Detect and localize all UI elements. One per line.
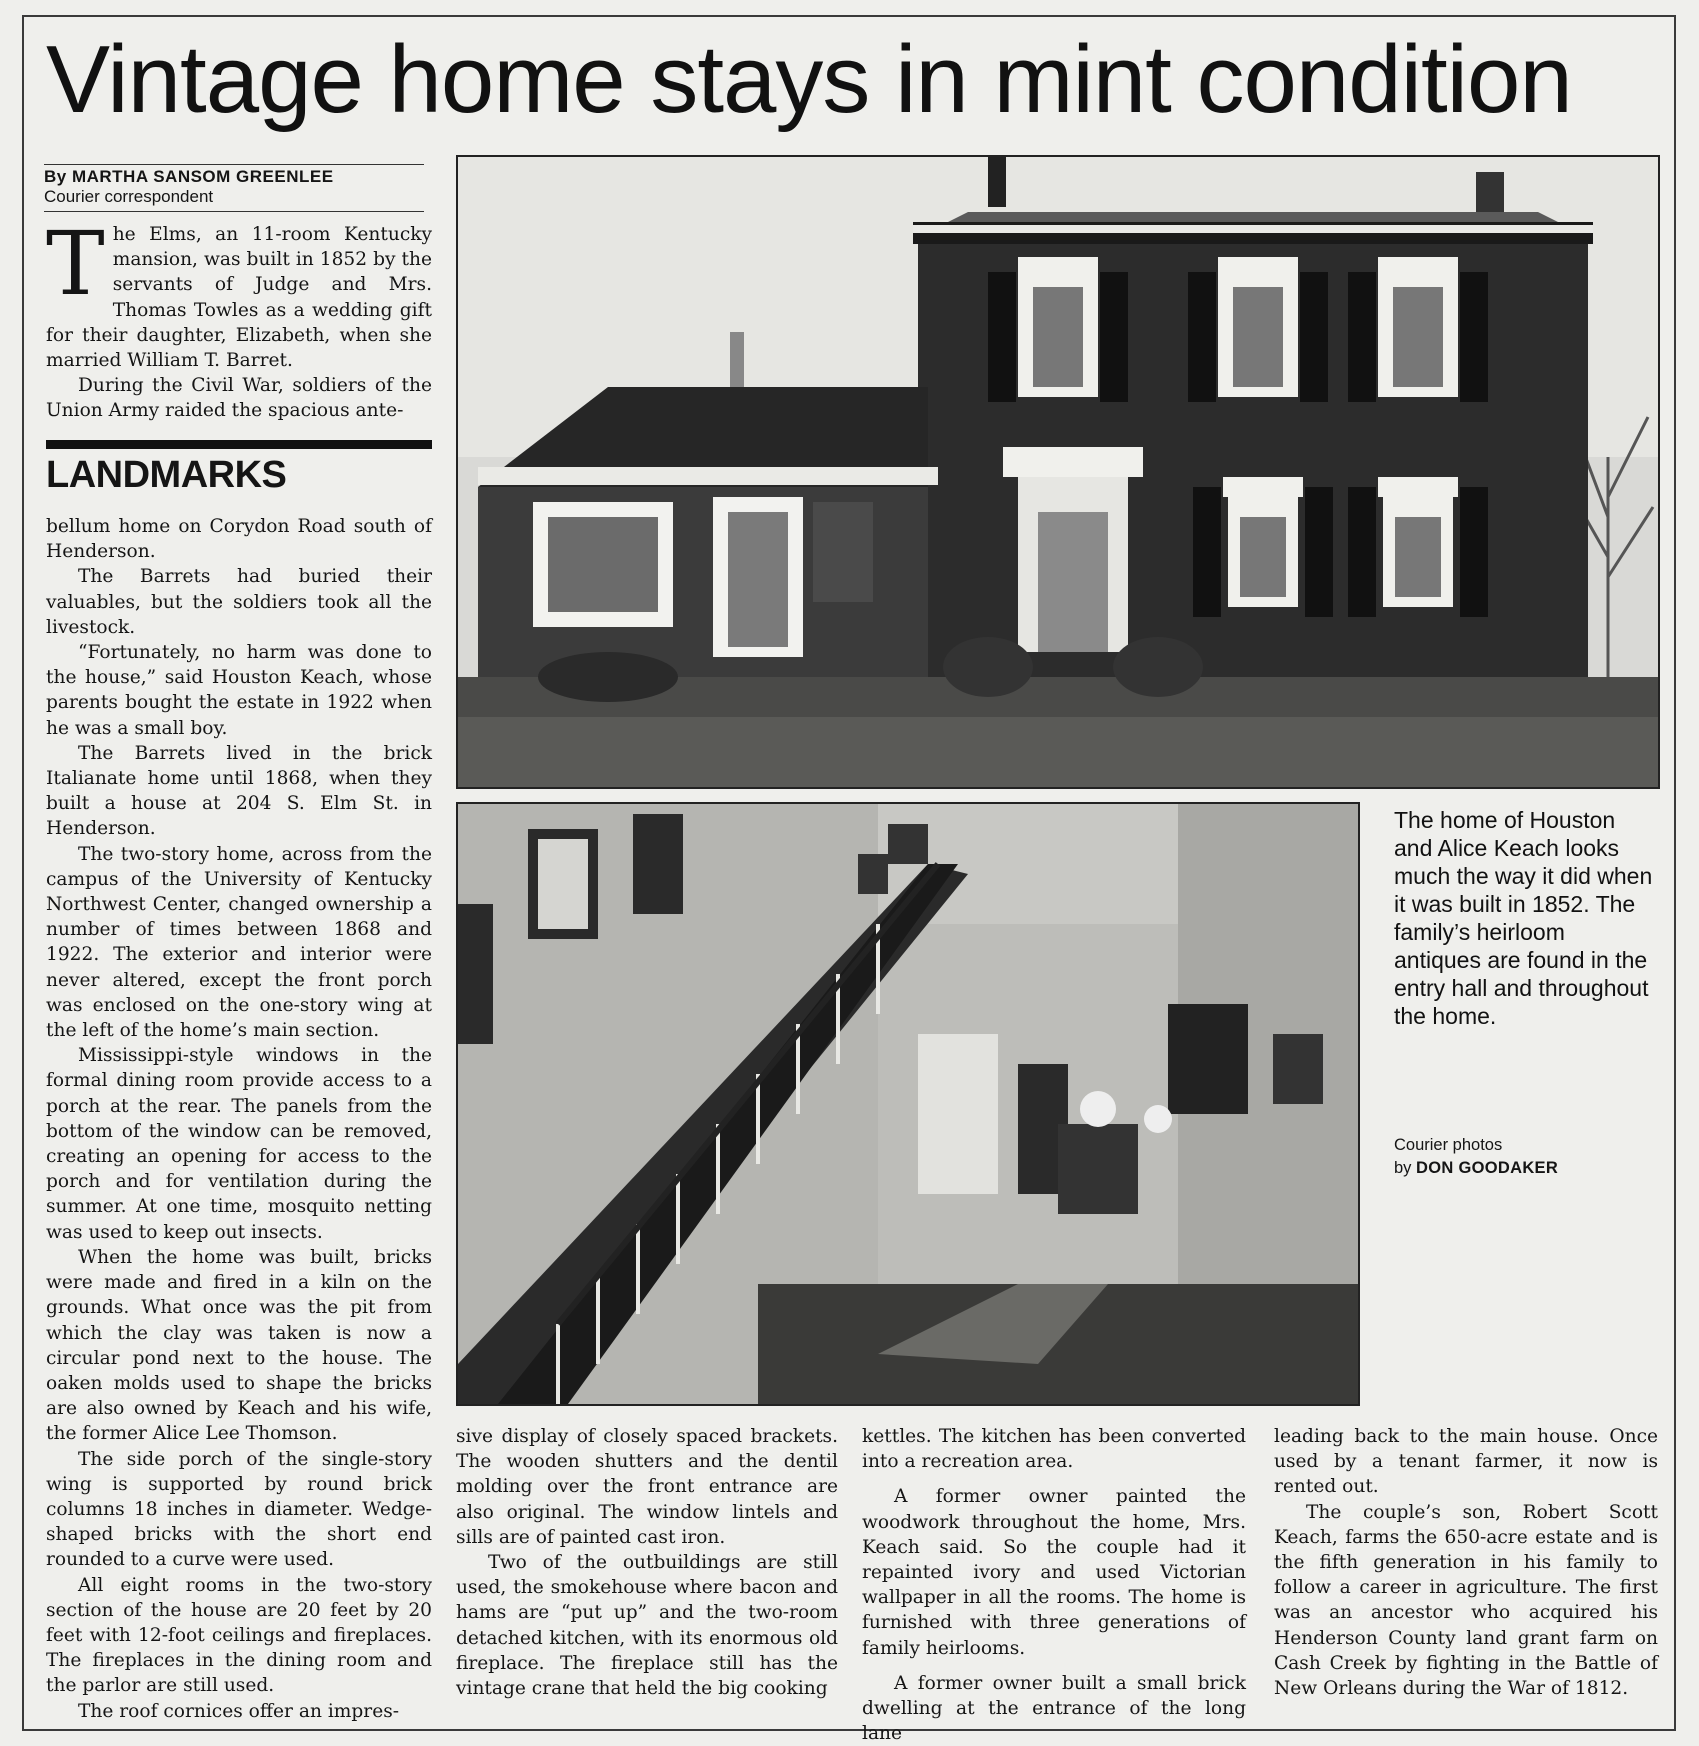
byline	[44, 164, 424, 212]
paragraph: The Barrets lived in the brick Italianate home until 1868, when they built a house at 204 S. Elm St. in Henderson.	[46, 742, 432, 840]
paragraph: Two of the outbuildings are still used, the smokehouse where bacon and hams are “put up” and the two-room detached kitchen, with its enormous old fireplace. The fireplace still has the vintage crane that held the big cooking	[456, 1552, 838, 1700]
section-label-box	[46, 440, 432, 515]
headline: Vintage home stays in mint condition	[46, 26, 1572, 133]
interior-photo	[456, 802, 1360, 1406]
credit-by: by	[1394, 1159, 1412, 1177]
column-1-body	[46, 514, 432, 1724]
paragraph: All eight rooms in the two-story section of the house are 20 feet by 20 feet with 12-foot ceilings and fireplaces. The fireplaces in the dining room and the parlor are still used.	[46, 1574, 432, 1697]
paragraph: During the Civil War, soldiers of the Union Army raided the spacious ante-	[46, 375, 432, 422]
paragraph: Mississippi-style windows in the formal dining room provide access to a porch at the rear. The panels from the bottom of the window can be removed, creating an opening for access to the porch and for ventilation during the summer. At one time, mosquito netting was used to keep out insects.	[46, 1045, 432, 1243]
photo-credit	[1394, 1134, 1656, 1180]
byline-author: By MARTHA SANSOM GREENLEE	[44, 167, 334, 186]
paragraph: When the home was built, bricks were made and fired in a kiln on the grounds. What once was the pit from which the clay was taken is now a circular pond next to the house. The oaken molds used to shape the bricks are also owned by Keach and his wife, the former Alice Lee Thomson.	[46, 1246, 432, 1445]
paragraph: “Fortunately, no harm was done to the house,” said Houston Keach, whose parents bought the estate in 1922 when he was a small boy.	[46, 642, 432, 739]
credit-name-line	[1394, 1157, 1656, 1180]
paragraph: leading back to the main house. Once used by a tenant farmer, it now is rented out.	[1274, 1426, 1658, 1498]
paragraph: The two-story home, across from the campus of the University of Kentucky Northwest Center, changed ownership a number of times between 1868 and 1922. The exterior and interior were never altered, except the front porch was enclosed on the one-story wing at the left of the home’s main section.	[46, 843, 432, 1042]
photographer-name: DON GOODAKER	[1416, 1159, 1559, 1177]
credit-line: Courier photos	[1394, 1136, 1503, 1154]
column-4	[1274, 1424, 1658, 1724]
paragraph: sive display of closely spaced brackets. The wooden shutters and the dentil molding over the front entrance are also original. The window lintels and sills are of painted cast iron.	[456, 1426, 838, 1548]
lead-text: he Elms, an 11-room Kentucky mansion, was built in 1852 by the servants of Judge and Mrs. Thomas Towles as a wedding gift for their daughter, Elizabeth, when she married William T. Barret.	[46, 224, 432, 372]
paragraph: The side porch of the single-story wing is supported by round brick columns 18 inches in diameter. Wedge-shaped bricks with the short end rounded to a curve were used.	[46, 1448, 432, 1571]
byline-role: Courier correspondent	[44, 187, 214, 206]
paragraph: The roof cornices offer an impres-	[78, 1700, 400, 1722]
column-1-top	[46, 212, 432, 428]
paragraph: kettles. The kitchen has been converted into a recreation area.	[862, 1426, 1246, 1473]
exterior-photo	[456, 155, 1660, 789]
paragraph: The Barrets had buried their valuables, but the soldiers took all the livestock.	[46, 566, 432, 638]
column-3	[862, 1424, 1246, 1745]
paragraph: bellum home on Corydon Road south of Henderson.	[46, 516, 432, 563]
drop-cap: T	[46, 212, 105, 315]
paragraph: A former owner painted the woodwork throughout the home, Mrs. Keach said. So the couple had it repainted ivory and used Victorian wallpaper in all the rooms. The home is furnished with three generations of family heirlooms.	[862, 1486, 1246, 1659]
paragraph: A former owner built a small brick dwelling at the entrance of the long lane	[862, 1672, 1246, 1745]
photo-caption: The home of Houston and Alice Keach looks much the way it did when it was built in 1852. The family’s heirloom antiques are found in the entry hall and throughout the home.	[1394, 807, 1653, 1029]
paragraph: The couple’s son, Robert Scott Keach, farms the 650-acre estate and is the fifth generation in his family to follow a career in agriculture. The first was an ancestor who acquired his Henderson County land grant farm on Cash Creek by fighting in the Battle of New Orleans during the War of 1812.	[1274, 1501, 1658, 1700]
lead-paragraph	[46, 212, 432, 373]
section-label: LANDMARKS	[46, 454, 287, 496]
column-2	[456, 1424, 838, 1724]
